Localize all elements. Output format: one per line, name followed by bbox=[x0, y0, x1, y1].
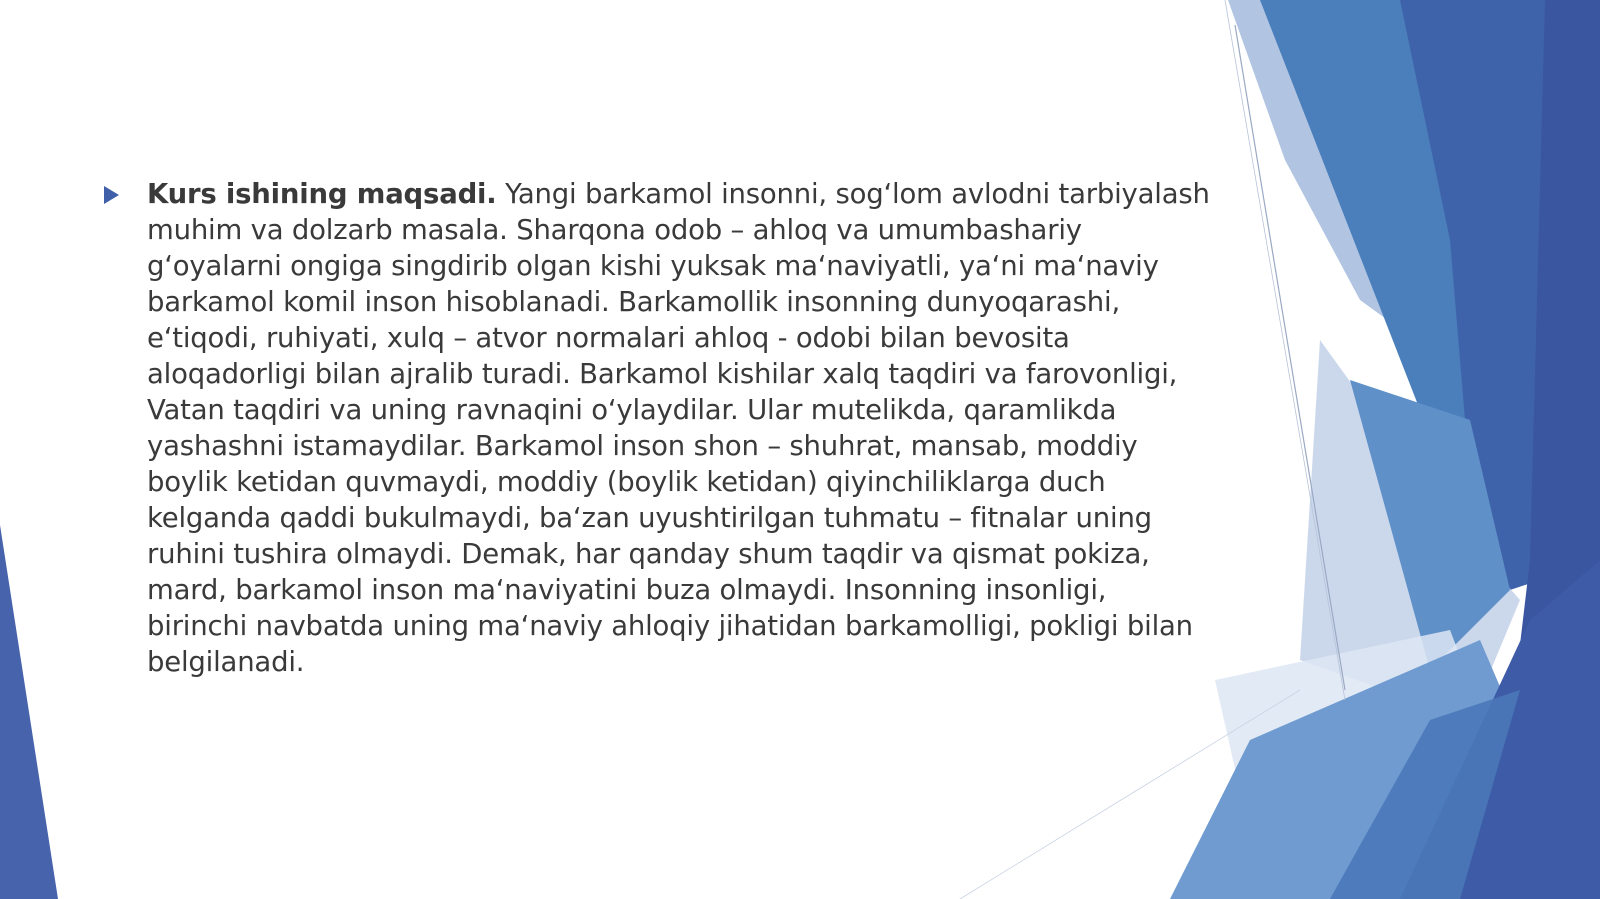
left-edge-shape bbox=[0, 525, 58, 899]
bullet-heading: Kurs ishining maqsadi. bbox=[147, 178, 497, 210]
bullet-paragraph bbox=[147, 176, 1210, 680]
bullet-body-text: Yangi barkamol insonni, sog‘lom avlodni tarbiyalash muhim va dolzarb masala. Sharqona odob – ahloq va umumbashariy g‘oyalarni ongiga singdirib olgan kishi yuksak ma‘naviyatli, ya‘ni ma‘naviy barkamol komil inson hisoblanadi. Barkamollik insonning dunyoqarashi, e‘tiqodi, ruhiyati, xulq – atvor normalari ahloq - odobi bilan bevosita aloqadorligi bilan ajralib turadi. Barkamol kishilar xalq taqdiri va farovonligi, Vatan taqdiri va uning ravnaqini o‘ylaydilar. Ular mutelikda, qaramlikda yashashni istamaydilar. Barkamol inson shon – shuhrat, mansab, moddiy boylik ketidan quvmaydi, moddiy (boylik ketidan) qiyinchiliklarga duch kelganda qaddi bukulmaydi, ba‘zan uyushtirilgan tuhmatu – fitnalar uning ruhini tushira olmaydi. Demak, har qanday shum taqdir va qismat pokiza, mard, barkamol inson ma‘naviyatini buza olmaydi. Insonning insonligi, birinchi navbatda uning ma‘naviy ahloqiy jihatidan barkamolligi, pokligi bilan belgilanadi. bbox=[147, 178, 1210, 678]
bullet-item bbox=[100, 176, 1210, 680]
triangle-bullet-icon bbox=[104, 186, 119, 204]
